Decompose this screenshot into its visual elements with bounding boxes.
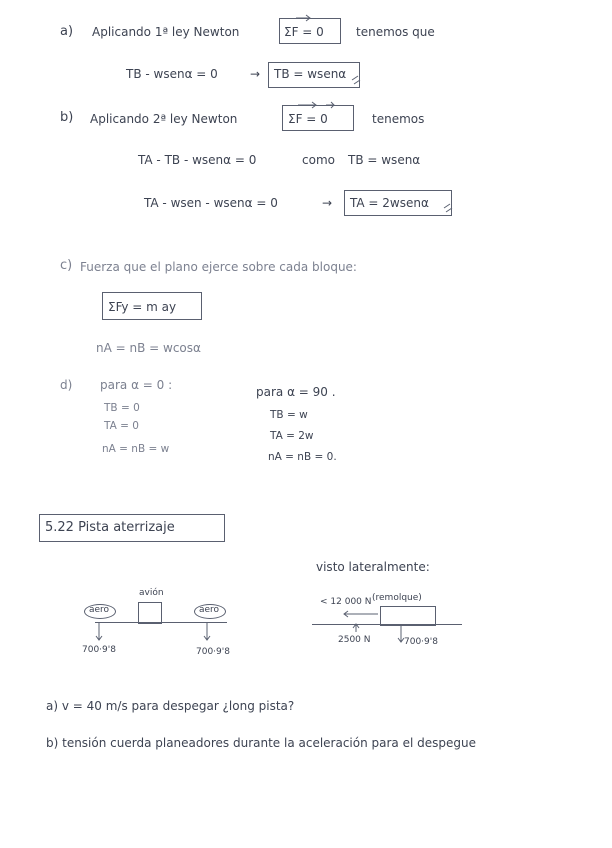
tick-a — [352, 76, 360, 84]
part-b-text: Aplicando 2ª ley Newton — [90, 112, 238, 126]
part-b-then: tenemos — [372, 112, 425, 126]
part-b-como: como — [302, 153, 335, 167]
part-b-eq1: TA - TB - wsenα = 0 — [138, 153, 257, 167]
part-d-left-title: para α = 0 : — [100, 378, 173, 392]
part-d-right-title: para α = 90 . — [256, 385, 336, 399]
part-d-left-l3: nA = nB = w — [102, 443, 170, 455]
aero2-label: aero — [199, 605, 220, 615]
part-a-eq1: TB - wsenα = 0 — [126, 67, 218, 81]
part-b-eq2: TA - wsen - wsenα = 0 — [144, 196, 278, 210]
part-c-label: c) — [60, 258, 73, 273]
force-tow-label: < 12 000 N — [320, 597, 372, 607]
part-b-como-eq: TB = wsenα — [348, 153, 421, 167]
lateral-label: visto lateralmente: — [316, 560, 430, 574]
part-a-law: ΣF = 0 — [284, 25, 324, 39]
remolque-label: (remolque) — [372, 593, 422, 603]
weight2-arrow — [204, 622, 210, 640]
part-b-arrow: → — [322, 196, 333, 210]
part-a-then: tenemos que — [356, 25, 435, 39]
problem-title: 5.22 Pista aterrizaje — [45, 520, 175, 535]
aero1-label: aero — [89, 605, 110, 615]
weight1-label: 700·9'8 — [82, 645, 116, 655]
part-a-result: TB = wsenα — [274, 67, 347, 81]
weight2-label: 700·9'8 — [196, 647, 230, 657]
weight3-arrow — [398, 624, 404, 642]
part-a-label: a) — [60, 24, 74, 39]
vector-arrow-b — [298, 102, 316, 108]
part-a-arrow: → — [250, 67, 261, 81]
part-b-result: TA = 2wsenα — [350, 196, 429, 210]
part-c-law: ΣFy = m ay — [108, 300, 177, 314]
part-d-left-l1: TB = 0 — [104, 402, 140, 414]
part-b-law: ΣF = 0 — [288, 112, 328, 126]
part-d-label: d) — [60, 378, 73, 392]
part-c-text: Fuerza que el plano ejerce sobre cada bloque: — [80, 260, 357, 274]
part-d-left-l2: TA = 0 — [104, 420, 139, 432]
force-2500-label: 2500 N — [338, 635, 371, 645]
normal-arrow — [353, 624, 359, 632]
vector-arrow-b2 — [326, 102, 334, 108]
part-a-text: Aplicando 1ª ley Newton — [92, 25, 240, 39]
part-d-right-l2: TA = 2w — [270, 430, 314, 442]
vector-arrow-a — [296, 15, 310, 21]
part-d-right-l1: TB = w — [270, 409, 308, 421]
part-c-eq: nA = nB = wcosα — [96, 341, 201, 355]
question-b: b) tensión cuerda planeadores durante la aceleración para el despegue — [46, 736, 476, 750]
weight1-arrow — [96, 622, 102, 640]
part-b-label: b) — [60, 110, 74, 125]
weight3-label: 700·9'8 — [404, 637, 438, 647]
tick-b — [444, 204, 452, 212]
question-a: a) v = 40 m/s para despegar ¿long pista? — [46, 699, 295, 713]
avion-label: avión — [139, 588, 164, 598]
tow-force-arrow — [344, 611, 378, 617]
part-d-right-l3: nA = nB = 0. — [268, 451, 337, 463]
